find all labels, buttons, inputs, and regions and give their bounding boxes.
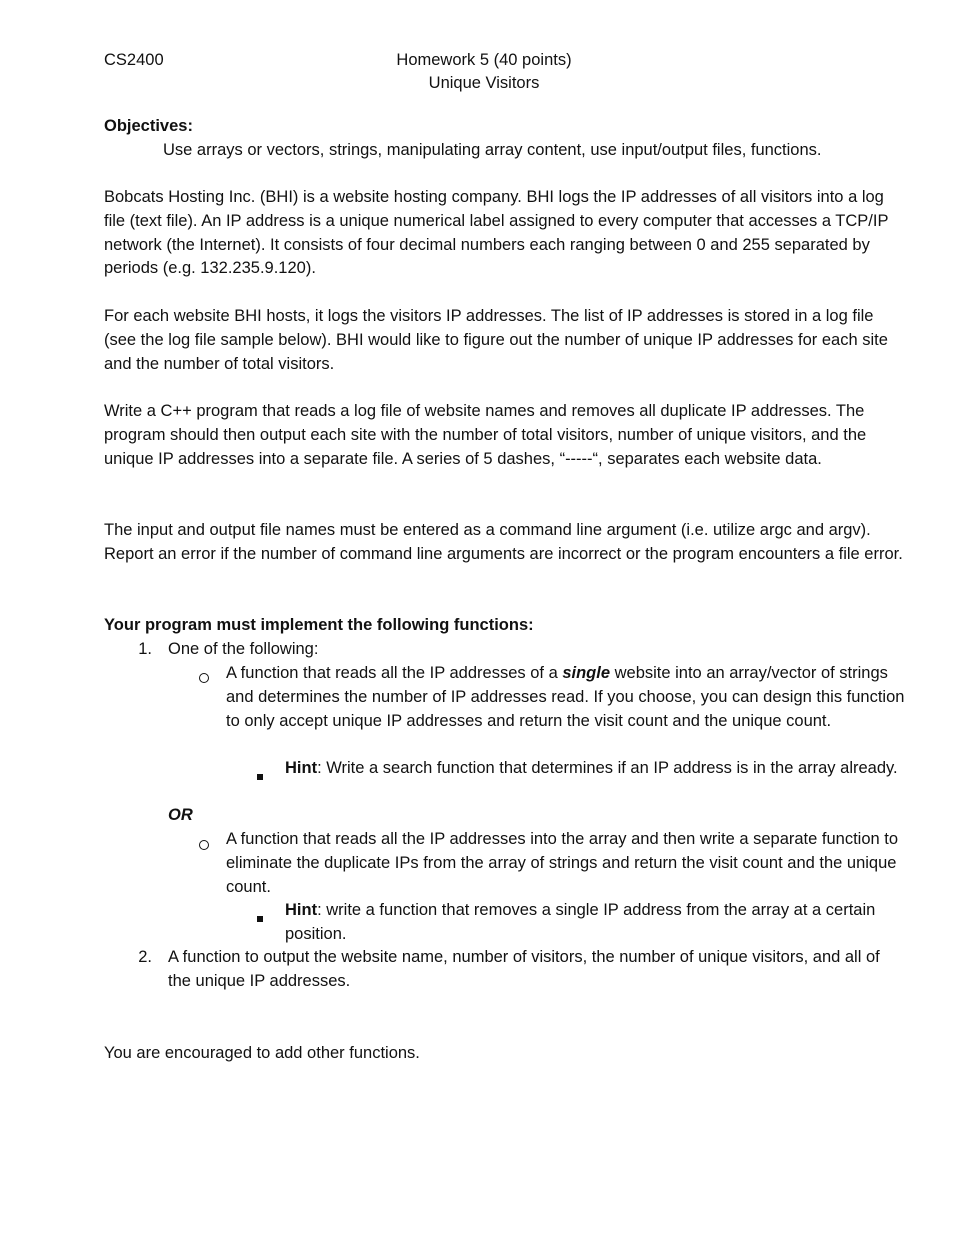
hint-a-label: Hint: [285, 759, 318, 777]
objectives-heading: Objectives:: [104, 117, 193, 135]
assignment-title: Homework 5 (40 points): [396, 51, 572, 69]
hint-b-text: : write a function that removes a single IP address from the array at a certain position.: [285, 901, 876, 943]
list-number-1: 1.: [138, 640, 152, 658]
circle-bullet-icon: [199, 834, 209, 858]
paragraph-intro: Bobcats Hosting Inc. (BHI) is a website hosting company. BHI logs the IP addresses of all visitors into a log file (text file). An IP address is a unique numerical label assigned to every computer that accesses a TCP/IP network (the Internet). It consists of four decimal numbers each ranging between 0 and 255 separated by periods (e.g. 132.235.9.120).: [104, 188, 889, 278]
square-bullet-icon: [257, 764, 263, 788]
paragraph-task: Write a C++ program that reads a log file of website names and removes all duplicate IP addresses. The program should then output each site with the number of total visitors, number of unique visitors, and the unique IP addresses into a separate file. A series of 5 dashes, “-----“, separates each website data.: [104, 402, 867, 468]
hint-b: [285, 899, 900, 947]
assignment-subtitle: Unique Visitors: [428, 74, 540, 92]
option-a-text: [226, 662, 906, 733]
requirements-heading: Your program must implement the following functions:: [104, 616, 534, 634]
list-item-1-label: One of the following:: [168, 640, 319, 658]
list-item-2-text: A function to output the website name, number of visitors, the number of unique visitors, and all of the unique IP addresses.: [168, 948, 880, 990]
objectives-text: Use arrays or vectors, strings, manipulating array content, use input/output files, functions.: [163, 141, 822, 159]
hint-b-label: Hint: [285, 901, 318, 919]
option-a-after: website into an array/vector of strings and determines the number of IP addresses read. If you choose, you can design this function to only accept unique IP addresses and return the visit count and the unique count.: [226, 664, 905, 730]
or-separator: OR: [168, 806, 193, 824]
list-number-2: 2.: [138, 948, 152, 966]
paragraph-arguments: The input and output file names must be entered as a command line argument (i.e. utilize argc and argv). Report an error if the number of command line arguments are incorrect or the program encounters a file error.: [104, 521, 903, 563]
option-a-emphasis: single: [562, 664, 611, 682]
hint-a-text: : Write a search function that determines if an IP address is in the array already.: [317, 759, 898, 777]
hint-a: [285, 757, 900, 781]
square-bullet-icon: [257, 906, 263, 930]
closing-note: You are encouraged to add other functions.: [104, 1044, 420, 1062]
option-b-text: A function that reads all the IP addresses into the array and then write a separate function to eliminate the duplicate IPs from the array of strings and return the visit count and the unique count.: [226, 830, 899, 896]
course-code: CS2400: [104, 51, 164, 69]
paragraph-logging: For each website BHI hosts, it logs the visitors IP addresses. The list of IP addresses is stored in a log file (see the log file sample below). BHI would like to figure out the number of unique IP addresses for each site and the number of total visitors.: [104, 307, 888, 373]
option-a-before: A function that reads all the IP addresses of a: [226, 664, 563, 682]
circle-bullet-icon: [199, 667, 209, 691]
